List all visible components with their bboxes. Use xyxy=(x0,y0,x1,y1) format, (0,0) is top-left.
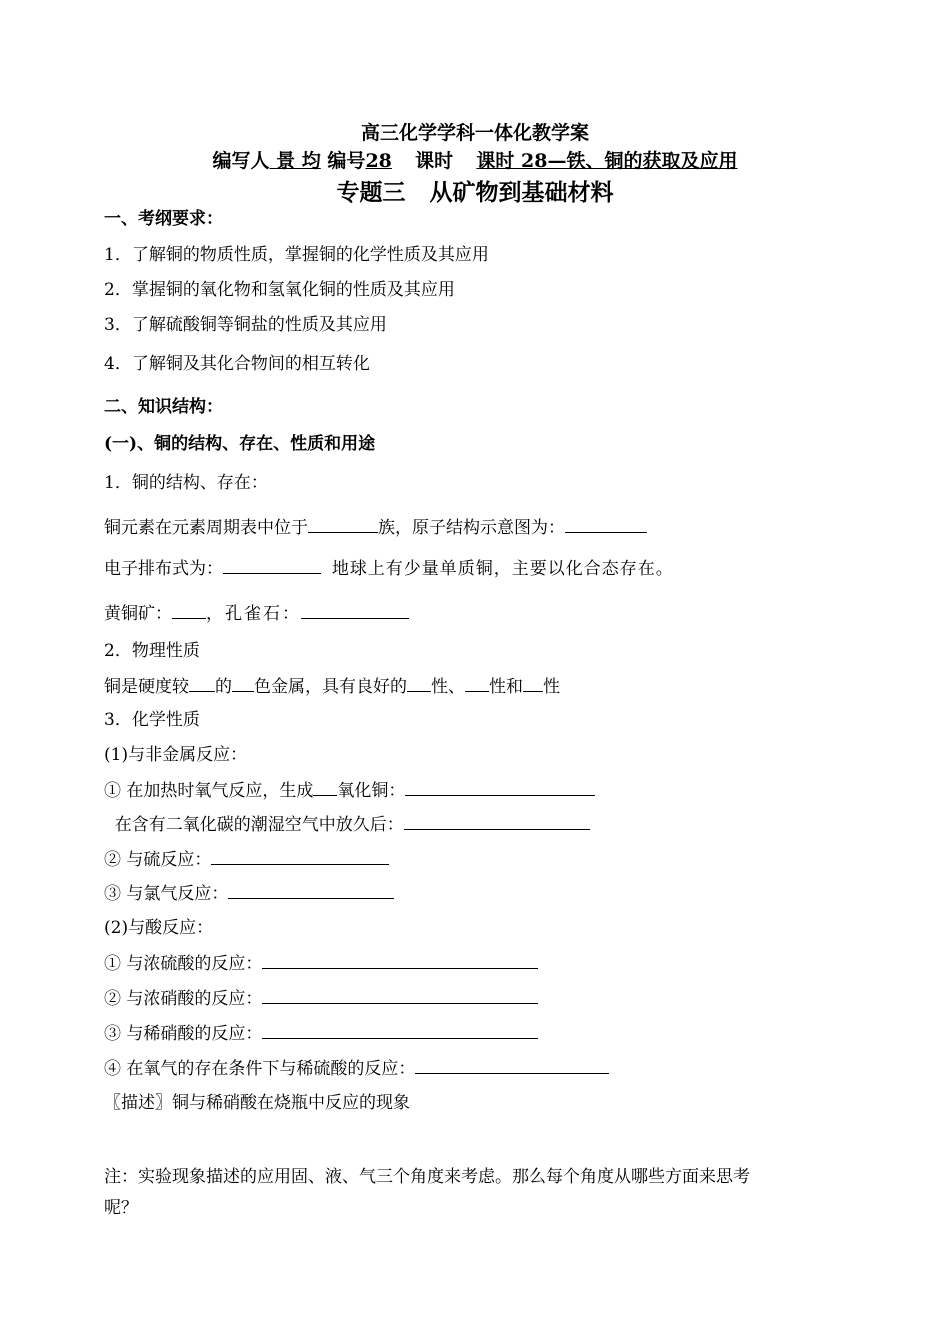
physical-line: 铜是硬度较 的 色金属，具有良好的 性、 性和 性 xyxy=(104,677,560,697)
note-line: 注：实验现象描述的应用固、液、气三个角度来考虑。那么每个角度从哪些方面来思考 xyxy=(104,1167,750,1187)
author-line xyxy=(0,146,950,173)
config-line: 电子排布式为： 地球上有少量单质铜，主要以化合态存在。 xyxy=(104,559,674,579)
physical-title: 2．物理性质 xyxy=(104,641,200,661)
lesson-label: 课时 xyxy=(415,150,454,172)
acid-title: (2)与酸反应： xyxy=(104,918,214,938)
answer-blank[interactable] xyxy=(211,848,389,865)
acid-item: ④ 在氧气的存在条件下与稀硫酸的反应： xyxy=(104,1057,609,1080)
number-value: 28 xyxy=(365,150,392,172)
sub-heading: (一)、铜的结构、存在、性质和用途 xyxy=(104,434,376,454)
answer-blank[interactable] xyxy=(262,1022,538,1039)
note-line: 呢？ xyxy=(104,1198,138,1218)
answer-blank[interactable] xyxy=(404,813,590,830)
answer-blank[interactable] xyxy=(189,675,215,692)
sulfur-line: ② 与硫反应： xyxy=(104,848,389,871)
chlorine-line: ③ 与氯气反应： xyxy=(104,882,394,905)
chemical-title: 3．化学性质 xyxy=(104,710,200,730)
acid-item: ③ 与稀硝酸的反应： xyxy=(104,1022,538,1045)
answer-blank[interactable] xyxy=(232,675,254,692)
answer-blank[interactable] xyxy=(465,675,489,692)
answer-blank[interactable] xyxy=(308,516,378,533)
ores-line: 黄铜矿： ，孔雀石： xyxy=(104,602,409,625)
answer-blank[interactable] xyxy=(313,779,337,796)
answer-blank[interactable] xyxy=(301,602,409,619)
topic-title: 专题三 从矿物到基础材料 xyxy=(336,179,614,206)
answer-blank[interactable] xyxy=(565,516,647,533)
answer-blank[interactable] xyxy=(262,987,538,1004)
answer-blank[interactable] xyxy=(405,779,595,796)
answer-blank[interactable] xyxy=(523,675,543,692)
requirement-item: 1．了解铜的物质性质，掌握铜的化学性质及其应用 xyxy=(104,245,489,265)
author-label: 编写人 xyxy=(212,150,270,172)
number-label: 编号 xyxy=(327,150,366,172)
answer-blank[interactable] xyxy=(228,882,394,899)
answer-blank[interactable] xyxy=(407,675,431,692)
co2-line: 在含有二氧化碳的潮湿空气中放久后： xyxy=(104,813,590,836)
requirement-item: 4．了解铜及其化合物间的相互转化 xyxy=(104,354,370,374)
answer-blank[interactable] xyxy=(262,952,538,969)
acid-item: ② 与浓硝酸的反应： xyxy=(104,987,538,1010)
describe-line: 〖描述〗铜与稀硝酸在烧瓶中反应的现象 xyxy=(104,1093,410,1113)
requirement-item: 2．掌握铜的氧化物和氢氧化铜的性质及其应用 xyxy=(104,280,455,300)
oxygen-line: ① 在加热时氧气反应，生成 氧化铜： xyxy=(104,779,595,802)
answer-blank[interactable] xyxy=(415,1057,609,1074)
author-name: 景 均 xyxy=(276,150,321,172)
document-title: 高三化学学科一体化教学案 xyxy=(360,122,589,144)
nonmetal-title: (1)与非金属反应： xyxy=(104,745,248,765)
position-line: 铜元素在元素周期表中位于 族，原子结构示意图为： xyxy=(104,516,647,539)
requirement-item: 3．了解硫酸铜等铜盐的性质及其应用 xyxy=(104,315,387,335)
acid-item: ① 与浓硫酸的反应： xyxy=(104,952,538,975)
answer-blank[interactable] xyxy=(172,602,206,619)
section2-heading: 二、知识结构： xyxy=(104,397,223,417)
answer-blank[interactable] xyxy=(223,557,321,574)
section1-heading: 一、考纲要求： xyxy=(104,209,223,229)
lesson-value: 课时 28—铁、铜的获取及应用 xyxy=(476,150,738,172)
structure-title: 1．铜的结构、存在： xyxy=(104,473,268,493)
